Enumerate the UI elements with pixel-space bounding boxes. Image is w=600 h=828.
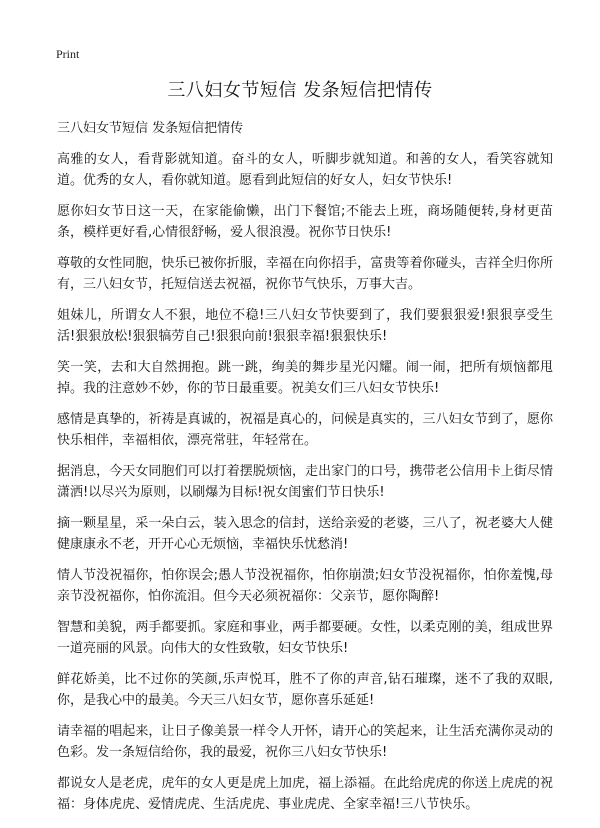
page-title: 三八妇女节短信 发条短信把情传 <box>167 80 433 101</box>
paragraph: 尊敬的女性同胞，快乐已被你折服，幸福在向你招手，富贵等着你碰头，吉祥全归你所有，三八妇女节，托短信送去祝福，祝你节气快乐，万事大吉。 <box>57 256 553 292</box>
paragraph: 智慧和美貌，两手都要抓。家庭和事业，两手都要硬。女性，以柔克刚的美，组成世界一道亮丽的风景。向伟大的女性致敬，妇女节快乐! <box>57 620 553 656</box>
paragraph: 感情是真挚的，祈祷是真诚的，祝福是真心的，问候是真实的，三八妇女节到了，愿你快乐相伴，幸福相依，漂亮常驻，年轻常在。 <box>57 412 553 448</box>
paragraph: 摘一颗星星，采一朵白云，装入思念的信封，送给亲爱的老婆，三八了，祝老婆大人健健康康永不老，开开心心无烦恼，幸福快乐忧愁消! <box>57 516 553 552</box>
paragraph: 鲜花娇美，比不过你的笑颜,乐声悦耳，胜不了你的声音,钻石璀璨，迷不了我的双眼,你，是我心中的最美。今天三八妇女节，愿你喜乐延延! <box>57 672 553 708</box>
paragraph: 姐妹儿，所谓女人不狠，地位不稳!三八妇女节快要到了，我们要狠狠爱!狠狠享受生活!狠狠放松!狠狠犒劳自己!狠狠向前!狠狠幸福!狠狠快乐! <box>57 308 553 344</box>
paragraph: 据消息，今天女同胞们可以打着摆脱烦恼，走出家门的口号，携带老公信用卡上街尽情潇洒!以尽兴为原则，以刷爆为目标!祝女闺蜜们节日快乐! <box>57 464 553 500</box>
article-subtitle: 三八妇女节短信 发条短信把情传 <box>57 121 244 136</box>
paragraph: 情人节没祝福你，怕你误会;愚人节没祝福你，怕你崩溃;妇女节没祝福你，怕你羞愧,母亲节没祝福你，怕你流泪。但今天必须祝福你：父亲节，愿你陶醉! <box>57 568 553 604</box>
paragraph: 请幸福的唱起来，让日子像美景一样令人开怀，请开心的笑起来，让生活充满你灵动的色彩。发一条短信给你，我的最爱，祝你三八妇女节快乐! <box>57 724 553 760</box>
paragraph: 笑一笑，去和大自然拥抱。跳一跳，绚美的舞步星光闪耀。闹一闹，把所有烦恼都甩掉。我的注意妙不妙，你的节日最重要。祝美女们三八妇女节快乐! <box>57 360 553 396</box>
article-body <box>57 149 553 825</box>
paragraph: 都说女人是老虎，虎年的女人更是虎上加虎，福上添福。在此给虎虎的你送上虎虎的祝福：身体虎虎、爱情虎虎、生活虎虎、事业虎虎、全家幸福!三八节快乐。 <box>57 776 553 812</box>
print-link[interactable]: Print <box>56 47 80 61</box>
paragraph: 愿你妇女节日这一天，在家能偷懒，出门下餐馆;不能去上班，商场随便转,身材更苗条，模样更好看,心情很舒畅，爱人很浪漫。祝你节日快乐! <box>57 204 553 240</box>
paragraph: 高雅的女人，看背影就知道。奋斗的女人，听脚步就知道。和善的女人，看笑容就知道。优秀的女人，看你就知道。愿看到此短信的好女人，妇女节快乐! <box>57 152 553 188</box>
